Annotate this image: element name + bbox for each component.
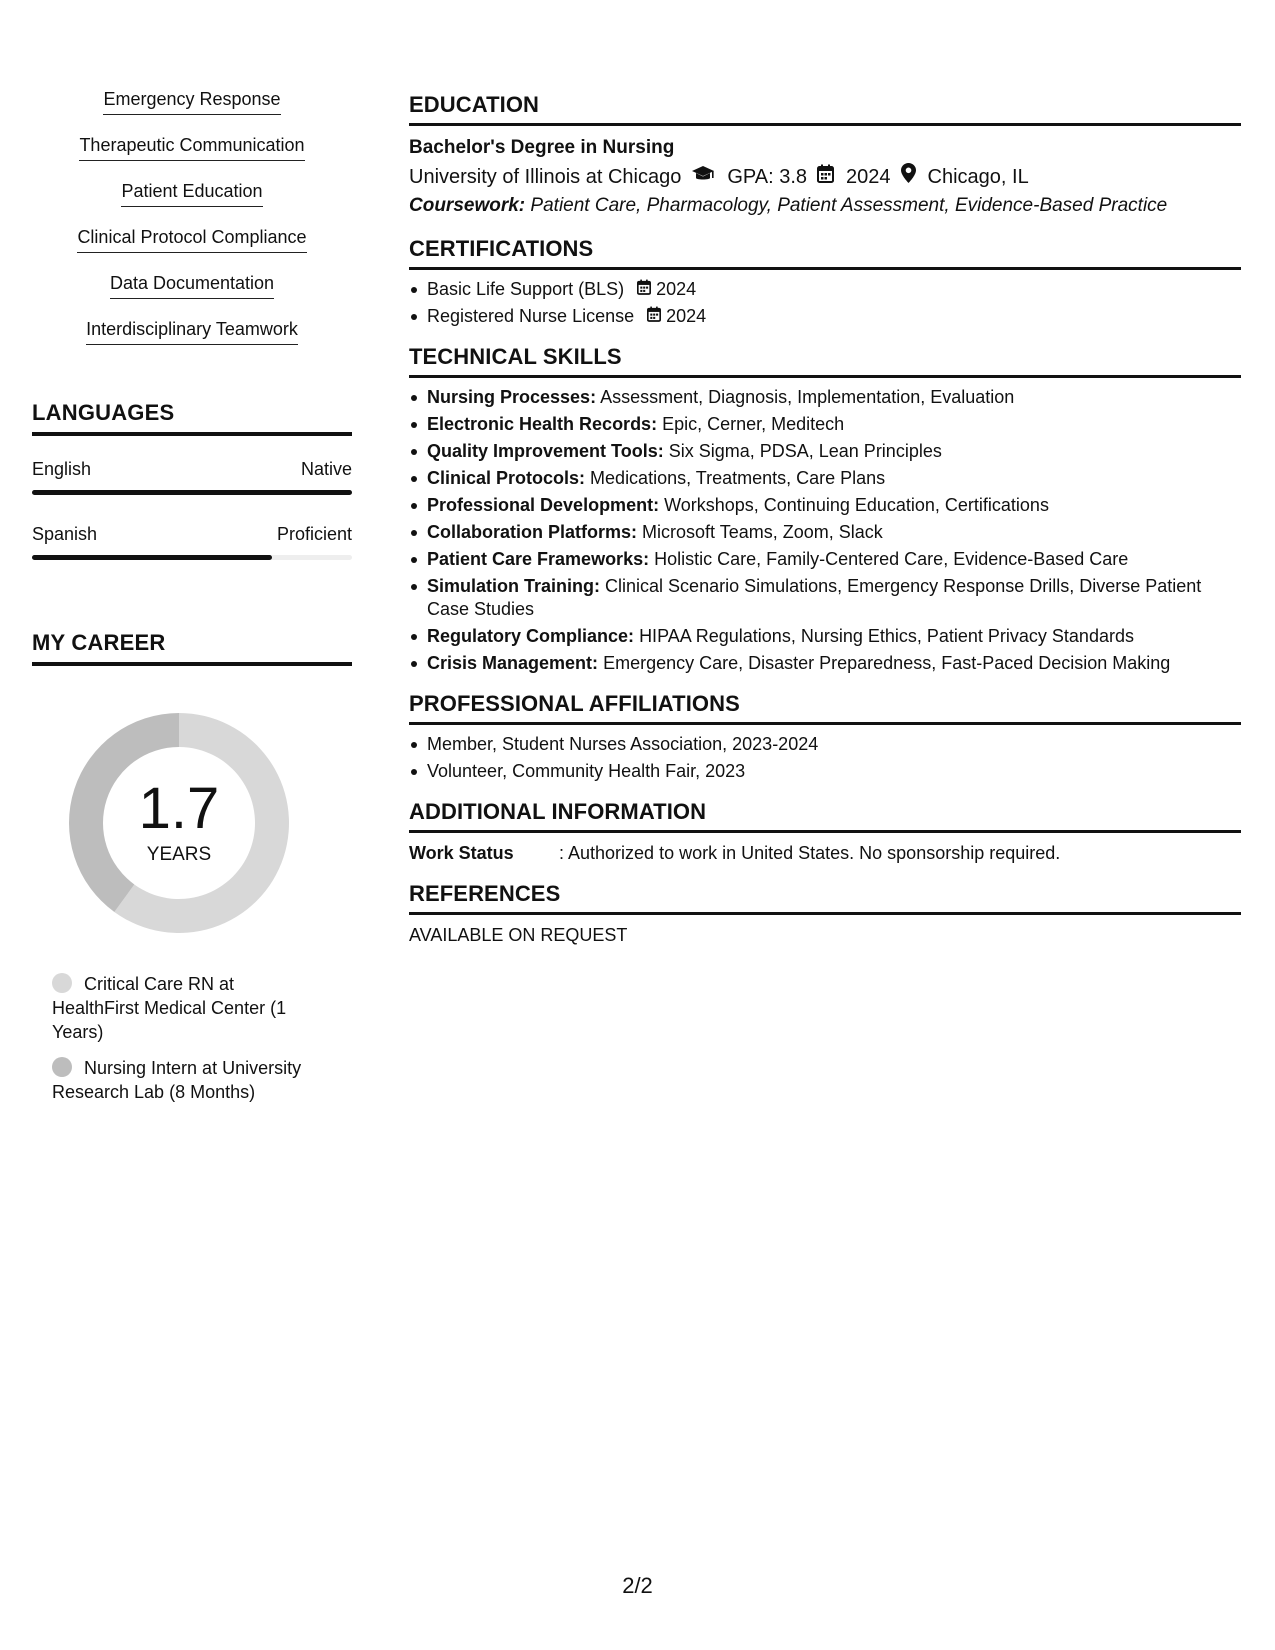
skill-values: HIPAA Regulations, Nursing Ethics, Patient Privacy Standards: [639, 626, 1134, 646]
career-heading: MY CAREER: [32, 630, 352, 666]
affiliations-heading: PROFESSIONAL AFFILIATIONS: [409, 691, 1241, 725]
skill-category: Quality Improvement Tools:: [427, 441, 664, 461]
education-heading: EDUCATION: [409, 92, 1241, 126]
skill-category: Professional Development:: [427, 495, 660, 515]
language-name: English: [32, 459, 92, 479]
affiliations-section: [409, 691, 1241, 783]
references-text: AVAILABLE ON REQUEST: [409, 925, 628, 945]
skill-item: [409, 440, 1241, 463]
education-section: [409, 92, 1241, 220]
language-proficiency-fill: [32, 490, 352, 495]
education-degree: Bachelor's Degree in Nursing: [409, 137, 675, 158]
certification-name: Registered Nurse License: [427, 306, 635, 326]
graduation-cap-icon: [691, 162, 715, 192]
calendar-icon: [637, 278, 656, 301]
skill-tag: Data Documentation: [110, 272, 274, 299]
skill-category: Clinical Protocols:: [427, 468, 586, 488]
calendar-icon: [647, 305, 666, 328]
career-legend-item: [52, 1056, 322, 1104]
skill-item: [409, 521, 1241, 544]
career-legend: [52, 972, 322, 1104]
career-legend-label: Nursing Intern at University Research Lab (8 Months): [52, 1058, 302, 1102]
career-legend-item: [52, 972, 322, 1044]
skill-item: [409, 494, 1241, 517]
language-level: Native: [300, 459, 352, 479]
skill-category: Regulatory Compliance:: [427, 626, 635, 646]
language-proficiency-bar: [32, 490, 352, 495]
left-column: [32, 88, 352, 1116]
skill-values: Assessment, Diagnosis, Implementation, Evaluation: [600, 387, 1015, 407]
career-donut-chart: [66, 710, 292, 936]
certification-year: 2024: [666, 306, 707, 326]
references-heading: REFERENCES: [409, 881, 1241, 915]
certifications-heading: CERTIFICATIONS: [409, 236, 1241, 270]
technical-skills-section: [409, 344, 1241, 675]
skill-category: Collaboration Platforms:: [427, 522, 638, 542]
coursework-label: Coursework:: [409, 195, 526, 216]
technical-skills-heading: TECHNICAL SKILLS: [409, 344, 1241, 378]
skill-values: Microsoft Teams, Zoom, Slack: [642, 522, 883, 542]
legend-dot: [52, 1057, 72, 1077]
language-name: Spanish: [32, 524, 98, 544]
skill-values: Holistic Care, Family-Centered Care, Evidence-Based Care: [654, 549, 1129, 569]
skill-tag: Patient Education: [121, 180, 262, 207]
map-pin-icon: [901, 162, 916, 192]
languages-heading: LANGUAGES: [32, 400, 352, 436]
work-status-value: : Authorized to work in United States. No sponsorship required.: [559, 843, 1061, 863]
legend-dot: [52, 973, 72, 993]
calendar-icon: [817, 162, 834, 192]
education-school: University of Illinois at Chicago: [409, 166, 682, 188]
skill-values: Six Sigma, PDSA, Lean Principles: [668, 441, 942, 461]
skill-category: Electronic Health Records:: [427, 414, 658, 434]
additional-info-section: [409, 799, 1241, 865]
language-row: [32, 523, 352, 560]
references-section: [409, 881, 1241, 947]
skill-item: [409, 413, 1241, 436]
skill-values: Emergency Care, Disaster Preparedness, Fast-Paced Decision Making: [603, 653, 1171, 673]
skill-tag: Emergency Response: [103, 88, 280, 115]
skill-values: Workshops, Continuing Education, Certifications: [664, 495, 1049, 515]
skill-tag-list: [32, 88, 352, 364]
education-location: Chicago, IL: [927, 166, 1029, 188]
education-gpa: GPA: 3.8: [727, 166, 808, 188]
skill-item: [409, 625, 1241, 648]
skill-item: [409, 467, 1241, 490]
skill-values: Epic, Cerner, Meditech: [662, 414, 845, 434]
certifications-section: [409, 236, 1241, 328]
skill-category: Nursing Processes:: [427, 387, 597, 407]
certification-year: 2024: [656, 279, 697, 299]
education-details: [409, 162, 1241, 192]
skill-values: Medications, Treatments, Care Plans: [590, 468, 886, 488]
language-proficiency-bar: [32, 555, 352, 560]
skill-tag: Clinical Protocol Compliance: [77, 226, 306, 253]
coursework-value: Patient Care, Pharmacology, Patient Assessment, Evidence-Based Practice: [530, 195, 1168, 216]
skill-category: Crisis Management:: [427, 653, 599, 673]
education-year: 2024: [846, 166, 891, 188]
technical-skills-list: [409, 386, 1241, 675]
skill-item: [409, 652, 1241, 675]
work-status-row: [409, 841, 1241, 865]
language-row: [32, 458, 352, 495]
career-unit: YEARS: [146, 844, 212, 865]
education-coursework: [409, 192, 1241, 220]
skill-category: Patient Care Frameworks:: [427, 549, 650, 569]
career-legend-label: Critical Care RN at HealthFirst Medical Center (1 Years): [52, 974, 287, 1042]
career-center: [66, 710, 292, 936]
skill-item: [409, 386, 1241, 409]
skill-item: [409, 575, 1241, 621]
skill-item: [409, 548, 1241, 571]
page-number: 2/2: [622, 1573, 653, 1598]
work-status-label: Work Status: [409, 843, 514, 863]
skill-category: Simulation Training:: [427, 576, 601, 596]
right-column: [409, 92, 1241, 963]
certification-item: [409, 305, 1241, 328]
affiliation-item: Volunteer, Community Health Fair, 2023: [409, 760, 1241, 783]
affiliations-list: [409, 733, 1241, 783]
skill-tag: Interdisciplinary Teamwork: [86, 318, 298, 345]
language-proficiency-fill: [32, 555, 272, 560]
affiliation-item: Member, Student Nurses Association, 2023-2024: [409, 733, 1241, 756]
additional-info-heading: ADDITIONAL INFORMATION: [409, 799, 1241, 833]
language-level: Proficient: [276, 524, 352, 544]
skill-tag: Therapeutic Communication: [79, 134, 304, 161]
certification-name: Basic Life Support (BLS): [427, 279, 625, 299]
certifications-list: [409, 278, 1241, 328]
skill-values: Clinical Scenario Simulations, Emergency Response Drills, Diverse Patient Case Studies: [427, 576, 1202, 619]
certification-item: [409, 278, 1241, 301]
career-total: 1.7: [138, 776, 220, 841]
